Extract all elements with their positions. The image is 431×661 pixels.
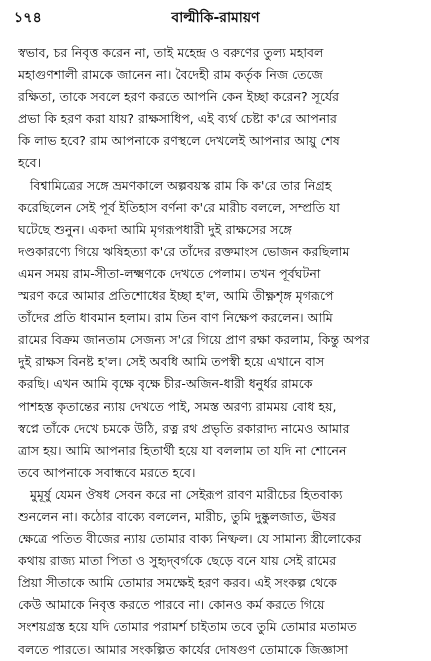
body-text	[18, 42, 415, 661]
text-line: করছি। এখন আমি বৃক্ষে বৃক্ষে চীর-অজিন-ধারী ধনুর্ধর রামকে	[18, 376, 313, 392]
text-line: তবে আপনাকে সবান্ধবে মরতে হবে।	[18, 464, 196, 480]
text-line: এমন সময় রাম-সীতা-লক্ষ্মণকে দেখতে পেলাম। তখন পূর্বঘটনা	[18, 265, 321, 281]
paragraph	[18, 42, 415, 175]
text-line: রক্ষিতা, তাকে সবলে হরণ করতে আপনি কেন ইচ্ছা করেন? সূর্যের	[18, 89, 340, 105]
text-line: মুমূর্ষু যেমন ঔষধ সেবন করে না সেইরূপ রাবণ মারীচের হিতবাক্য	[30, 486, 343, 502]
text-line: স্বভাব, চর নিবৃত্ত করেন না, তাই মহেন্দ্র ও বরুণের তুল্য মহাবল	[18, 45, 324, 60]
text-line: হবে।	[18, 155, 42, 171]
text-line: কথায় রাজ্য মাতা পিতা ও সুহৃদ্‌বর্গকে ছেড়ে বনে যায় সেই রামের	[18, 553, 337, 569]
text-line: প্রিয়া সীতাকে আমি তোমার সমক্ষেই হরণ করব। এই সংকল্প থেকে	[18, 575, 337, 591]
text-line: কি লাভ হবে? রাম আপনাকে রণস্থলে দেখলেই আপনার আয়ু শেষ	[18, 133, 340, 149]
page-header	[12, 6, 419, 30]
text-line: স্মরণ করে আমার প্রতিশোধের ইচ্ছা হ'ল, আমি তীক্ষ্ণশৃঙ্গ মৃগরূপে	[18, 288, 334, 304]
text-line: ঘটেছে শুনুন। একদা আমি মৃগরূপধারী দুই রাক্ষসের সঙ্গে	[18, 221, 292, 237]
paragraph	[18, 484, 415, 661]
text-line: সংশয়গ্রস্ত হয়ে যদি তোমার পরামর্শ চাইতাম তবে তুমি তোমার মতামত	[18, 619, 357, 635]
paragraph	[18, 175, 415, 484]
text-line: ক্ষেত্রে পতিত বীজের ন্যায় তোমার বাক্য নিষ্ফল। যে সামান্য স্ত্রীলোকের	[18, 531, 362, 547]
text-line: পাশহস্ত কৃতান্তের ন্যায় দেখতে পাই, সমস্ত অরণ্য রামময় বোধ হয়,	[18, 398, 337, 414]
text-line: করেছিলেন সেই পূর্ব ইতিহাস বর্ণনা ক'রে মারীচ বললে, সম্প্রতি যা	[18, 199, 340, 215]
text-line: বিশ্বামিত্রের সঙ্গে ভ্রমণকালে অল্পবয়স্ক রাম কি ক'রে তার নিগ্রহ	[30, 177, 332, 193]
text-line: প্রভা কি হরণ করা যায়? রাক্ষসাধিপ, এই ব্যর্থ চেষ্টা ক'রে আপনার	[18, 111, 337, 127]
text-line: মহাগুণশালী রামকে জানেন না। বৈদেহী রাম কর্তৃক নিজ তেজে	[18, 67, 323, 83]
text-line: দুই রাক্ষস বিনষ্ট হ'ল। সেই অবধি আমি তপস্বী হয়ে এখানে বাস	[18, 354, 325, 370]
text-line: তাঁদের প্রতি ধাবমান হলাম। রাম তিন বাণ নিক্ষেপ করলেন। আমি	[18, 310, 333, 326]
text-line: রামের বিক্রম জানতাম সেজন্য স'রে গিয়ে প্রাণ রক্ষা করলাম, কিন্তু অপর	[18, 332, 370, 348]
text-line: স্বপ্নে তাঁকে দেখে চমকে উঠি, রত্ন রথ প্রভৃতি রকারাদ্য নামেও আমার	[18, 420, 350, 436]
text-line: দণ্ডকারণ্যে গিয়ে ঋষিহত্যা ক'রে তাঁদের রক্তমাংস ভোজন করছিলাম	[18, 243, 350, 259]
text-line: কেউ আমাকে নিবৃত্ত করতে পারবে না। কোনও কর্ম করতে গিয়ে	[18, 597, 325, 613]
text-line: ত্রাস হয়। আমি আপনার হিতার্থী হয়ে যা বললাম তা যদি না শোনেন	[18, 442, 347, 458]
text-line: শুনলেন না। কঠোর বাক্যে বললেন, মারীচ, তুমি দুষ্কুলজাত, ঊষর	[18, 508, 336, 524]
page-number: ১৭৪	[14, 10, 42, 26]
running-title: বাল্মীকি-রামায়ণ	[171, 10, 260, 26]
text-line: বলতে পারতে। আমার সংকল্পিত কার্যের দোষগুণ তোমাকে জিজ্ঞাসা	[18, 641, 349, 657]
